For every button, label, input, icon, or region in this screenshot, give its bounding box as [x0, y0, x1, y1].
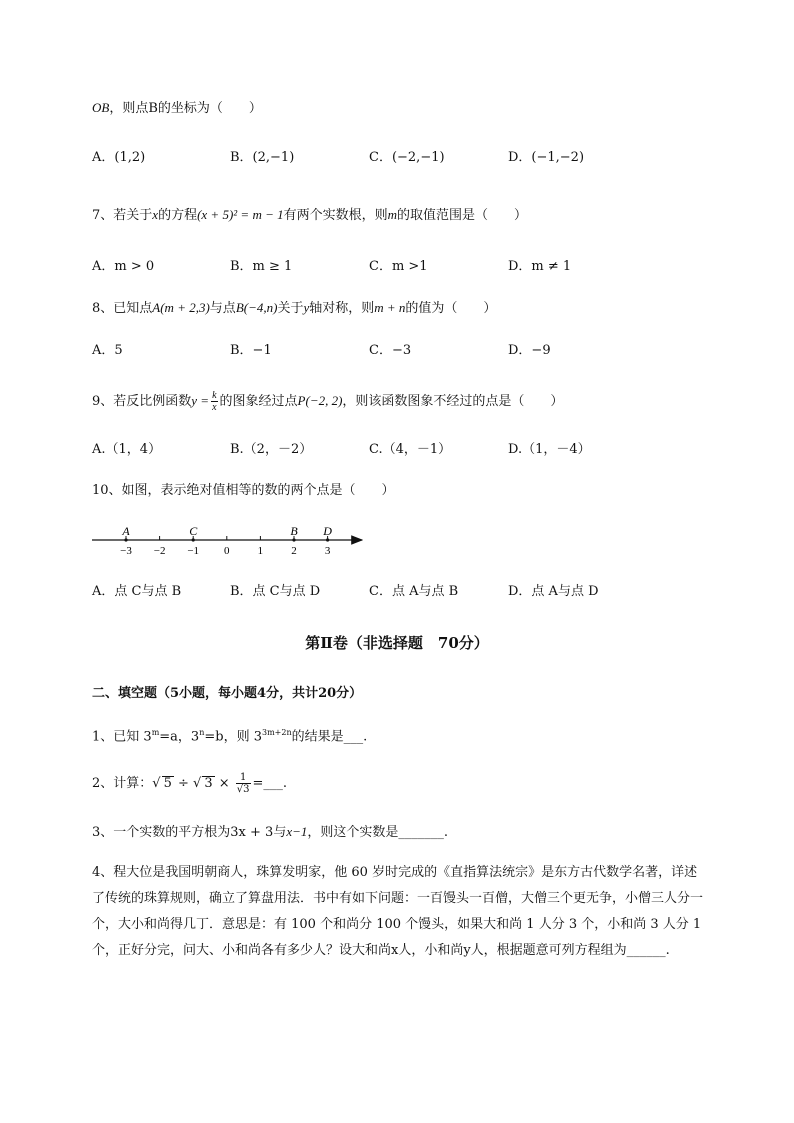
q9-point: P(−2, 2): [297, 393, 343, 408]
question-7-options: [92, 258, 712, 276]
number-line-point-label: B: [290, 524, 298, 538]
q8-option-c[interactable]: C．−3: [369, 343, 412, 358]
q9-option-d[interactable]: D.（1，－4）: [508, 442, 591, 457]
f3-text: 3、一个实数的平方根为: [92, 825, 231, 840]
question-7: [92, 206, 527, 225]
sqrt-3: √ 3: [193, 776, 213, 791]
sqrt-5: √ 5: [152, 776, 172, 791]
q7-var-x: x: [152, 207, 159, 222]
q8-option-a[interactable]: A．5: [92, 343, 123, 358]
q8-option-d[interactable]: D．−9: [508, 343, 551, 358]
q7-option-a[interactable]: A．m > 0: [92, 259, 155, 274]
question-9: [92, 386, 563, 417]
q7-text: 的取值范围是（ ）: [397, 208, 528, 223]
q8-text: 8、已知点: [92, 301, 153, 316]
q6-option-d[interactable]: D．(−1,−2): [508, 150, 585, 165]
segment-ob: OB: [92, 100, 110, 115]
divide-sign: ÷: [173, 776, 194, 791]
q9-text: 的图象经过点: [219, 394, 298, 409]
multiply-sign: ×: [214, 776, 234, 791]
fill-question-4: 4、程大位是我国明朝商人，珠算发明家，他 60 岁时完成的《直指算法统宗》是东方古代数学名著，详述了传统的珠算规则，确立了算盘用法．书中有如下问题：一百馒头一百僧，大僧三个更无争，小僧三人分一个，大小和尚得几丁．意思是：有 100 个和尚分 100 个馒头，如果大和尚 1 人分 3 个，小和尚 3 人分 1 个，正好分完，问大、小和尚各有多少人？设大和尚x人，小和尚y人，根据题意可列方程组为______.: [92, 865, 704, 958]
question-6-options: [92, 149, 712, 167]
number-line-point-c: [192, 538, 195, 541]
number-line-figure: [88, 518, 378, 562]
q6-option-c[interactable]: C．(−2,−1): [369, 150, 445, 165]
number-line-tick-label: −1: [187, 545, 200, 557]
q7-option-c[interactable]: C．m >1: [369, 259, 428, 274]
q7-text: 有两个实数根，则: [283, 208, 388, 223]
q7-text: 7、若关于: [92, 208, 153, 223]
f1-exponent: n: [199, 728, 205, 737]
q6-option-a[interactable]: A．(1,2): [92, 150, 146, 165]
q9-fraction: [211, 390, 217, 413]
q9-option-a[interactable]: A.（1，4）: [92, 442, 162, 457]
f1-exponent: m: [151, 728, 160, 737]
q9-text: ，则该函数图象不经过的点是（ ）: [342, 394, 564, 409]
number-line-point-label: C: [189, 524, 198, 538]
fill-question-1: [92, 724, 367, 746]
number-line-tick-label: −3: [120, 545, 132, 557]
f2-text: =___.: [252, 776, 288, 791]
f2-text: 2、计算：: [92, 776, 153, 791]
number-line-point-label: A: [122, 524, 130, 538]
q8-point-a: A(m + 2,3): [152, 300, 210, 315]
q9-option-b[interactable]: B.（2，－2）: [230, 442, 313, 457]
q9-fraction-numerator: k: [212, 390, 217, 401]
number-line-point-b: [292, 538, 295, 541]
q7-text: 的方程: [158, 208, 198, 223]
question-6-tail: [92, 99, 262, 118]
question-8: [92, 299, 496, 318]
number-line-tick-label: 2: [291, 545, 297, 557]
f2-fraction-denominator: √3: [236, 784, 250, 795]
q9-text: 9、若反比例函数: [92, 394, 192, 409]
number-line-point-a: [124, 538, 127, 541]
number-line-tick-label: −2: [153, 545, 166, 557]
f1-text: 的结果是___.: [291, 729, 368, 745]
q7-option-b[interactable]: B．m ≥ 1: [230, 259, 293, 274]
number-line-tick-label: 3: [324, 545, 331, 557]
sqrt-radicand: 3: [204, 776, 213, 791]
question-10: 10、如图，表示绝对值相等的数的两个点是（ ）: [92, 483, 395, 498]
q8-text: 关于: [277, 301, 304, 316]
q9-option-c[interactable]: C.（4，－1）: [369, 442, 452, 457]
q8-text: 的值为（ ）: [405, 301, 497, 316]
sqrt-radicand: 5: [163, 776, 172, 791]
q10-option-a[interactable]: A．点 C与点 B: [92, 584, 182, 599]
q10-option-c[interactable]: C．点 A与点 B: [369, 584, 459, 599]
q8-point-b: B(−4,n): [235, 300, 278, 315]
section-2-title: 第Ⅱ卷（非选择题 70分）: [305, 634, 489, 652]
q6-option-b[interactable]: B．(2,−1): [230, 150, 295, 165]
number-line-point-label: D: [323, 524, 332, 538]
number-line-tick-label: 0: [224, 545, 230, 557]
f3-text: 与: [273, 825, 287, 840]
question-10-options: [92, 583, 712, 601]
question-6-text: ，则点B的坐标为（ ）: [109, 101, 262, 116]
f3-expr-1: 3x + 3: [230, 825, 274, 840]
f3-text: ，则这个实数是_______.: [307, 825, 449, 840]
question-8-options: [92, 342, 712, 360]
f3-expr-2: x−1: [286, 824, 308, 839]
f1-text: =b，则 3: [204, 729, 262, 745]
f2-fraction-numerator: 1: [236, 772, 251, 784]
q10-option-b[interactable]: B．点 C与点 D: [230, 584, 321, 599]
number-line-point-d: [326, 538, 329, 541]
q9-fraction-denominator: x: [212, 402, 217, 413]
q8-expr: m + n: [374, 300, 406, 315]
q10-option-d[interactable]: D．点 A与点 D: [508, 584, 599, 599]
question-9-options: [92, 441, 712, 459]
q8-option-b[interactable]: B．−1: [230, 343, 272, 358]
f1-text: =a，3: [159, 729, 200, 745]
q9-function-lhs: y =: [191, 393, 210, 408]
fill-question-2: [92, 771, 287, 797]
fill-question-3: [92, 823, 448, 842]
number-line-tick-label: 1: [257, 545, 264, 557]
q7-equation: (x + 5)² = m − 1: [197, 207, 284, 222]
f1-exponent: 3m+2n: [261, 728, 292, 737]
section-2-subtitle: 二、填空题（5小题，每小题4分，共计20分）: [92, 686, 363, 701]
q7-var-m: m: [387, 207, 398, 222]
q8-text: 与点: [209, 301, 236, 316]
q8-text: 轴对称，则: [309, 301, 375, 316]
q8-axis: y: [303, 300, 310, 315]
q7-option-d[interactable]: D．m ≠ 1: [508, 259, 572, 274]
f2-fraction: [236, 772, 251, 795]
f1-text: 1、已知 3: [92, 729, 152, 745]
